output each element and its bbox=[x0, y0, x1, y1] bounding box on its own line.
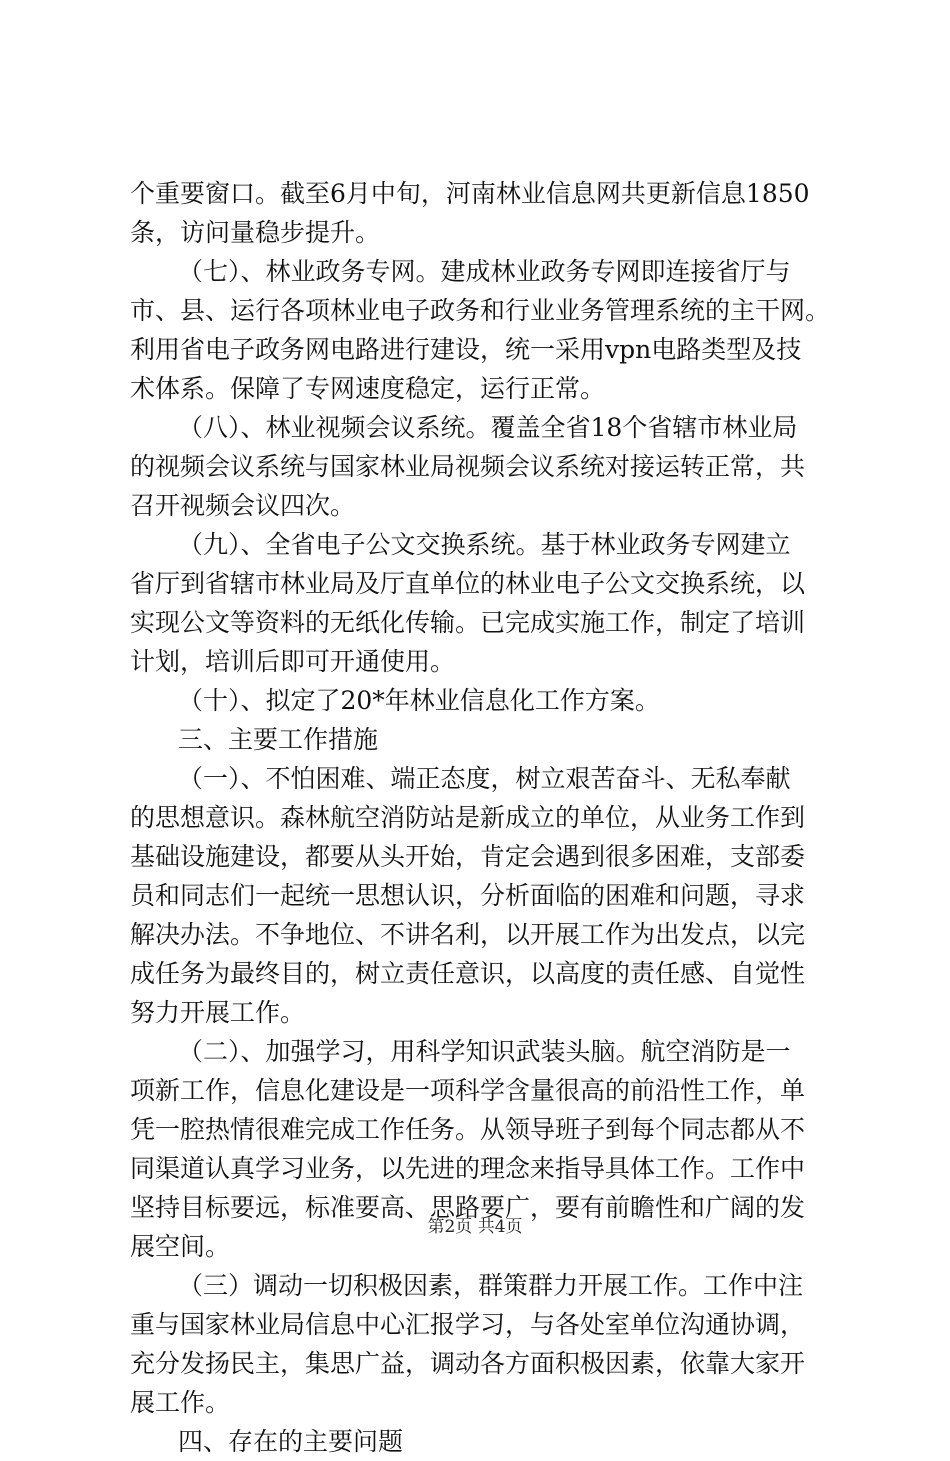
text-line: 展空间。 bbox=[130, 1232, 231, 1261]
text-line: 解决办法。不争地位、不讲名利，以开展工作为出发点，以完 bbox=[130, 920, 806, 949]
text-line: 展工作。 bbox=[130, 1388, 231, 1417]
text-line: 充分发扬民主，集思广益，调动各方面积极因素，依靠大家开 bbox=[130, 1349, 806, 1378]
text-line: （八）、林业视频会议系统。覆盖全省18个省辖市林业局 bbox=[178, 413, 798, 442]
document-body bbox=[130, 174, 830, 1461]
text-line: （三）调动一切积极因素，群策群力开展工作。工作中注 bbox=[178, 1271, 804, 1300]
text-line: 术体系。保障了专网速度稳定，运行正常。 bbox=[130, 374, 606, 403]
text-line: 市、县、运行各项林业电子政务和行业业务管理系统的主干网。 bbox=[130, 296, 831, 325]
text-line: 项新工作，信息化建设是一项科学含量很高的前沿性工作，单 bbox=[130, 1076, 806, 1105]
text-line: 凭一腔热情很难完成工作任务。从领导班子到每个同志都从不 bbox=[130, 1115, 806, 1144]
text-line: 计划，培训后即可开通使用。 bbox=[130, 647, 456, 676]
text-line: 成任务为最终目的，树立责任意识，以高度的责任感、自觉性 bbox=[130, 959, 806, 988]
text-line: （一）、不怕困难、端正态度，树立艰苦奋斗、无私奉献 bbox=[178, 764, 791, 793]
text-line: 条，访问量稳步提升。 bbox=[130, 218, 381, 247]
text-line: 坚持目标要远，标准要高、思路要广，要有前瞻性和广阔的发 bbox=[130, 1193, 806, 1222]
page-footer: 第2页 共4页 bbox=[427, 1217, 523, 1237]
text-line: 员和同志们一起统一思想认识，分析面临的困难和问题，寻求 bbox=[130, 881, 806, 910]
text-line: （七）、林业政务专网。建成林业政务专网即连接省厅与 bbox=[178, 257, 791, 286]
text-line: 利用省电子政务网电路进行建设，统一采用vpn电路类型及技 bbox=[130, 335, 802, 364]
text-line: 同渠道认真学习业务，以先进的理念来指导具体工作。工作中 bbox=[130, 1154, 806, 1183]
text-line: 三、主要工作措施 bbox=[178, 725, 379, 754]
text-line: 的视频会议系统与国家林业局视频会议系统对接运转正常，共 bbox=[130, 452, 806, 481]
text-line: 省厅到省辖市林业局及厅直单位的林业电子公文交换系统，以 bbox=[130, 569, 806, 598]
text-line: （九）、全省电子公文交换系统。基于林业政务专网建立 bbox=[178, 530, 791, 559]
text-line: （十）、拟定了20*年林业信息化工作方案。 bbox=[178, 686, 660, 715]
text-line: 的思想意识。森林航空消防站是新成立的单位，从业务工作到 bbox=[130, 803, 806, 832]
text-line: （二）、加强学习，用科学知识武装头脑。航空消防是一 bbox=[178, 1037, 791, 1066]
text-line: 努力开展工作。 bbox=[130, 998, 306, 1027]
text-line: 召开视频会议四次。 bbox=[130, 491, 356, 520]
text-line: 基础设施建设，都要从头开始，肯定会遇到很多困难，支部委 bbox=[130, 842, 806, 871]
text-line: 实现公文等资料的无纸化传输。已完成实施工作，制定了培训 bbox=[130, 608, 806, 637]
text-line: 个重要窗口。截至6月中旬，河南林业信息网共更新信息1850 bbox=[130, 179, 810, 208]
text-line: 重与国家林业局信息中心汇报学习，与各处室单位沟通协调， bbox=[130, 1310, 806, 1339]
text-line: 四、存在的主要问题 bbox=[178, 1427, 404, 1456]
